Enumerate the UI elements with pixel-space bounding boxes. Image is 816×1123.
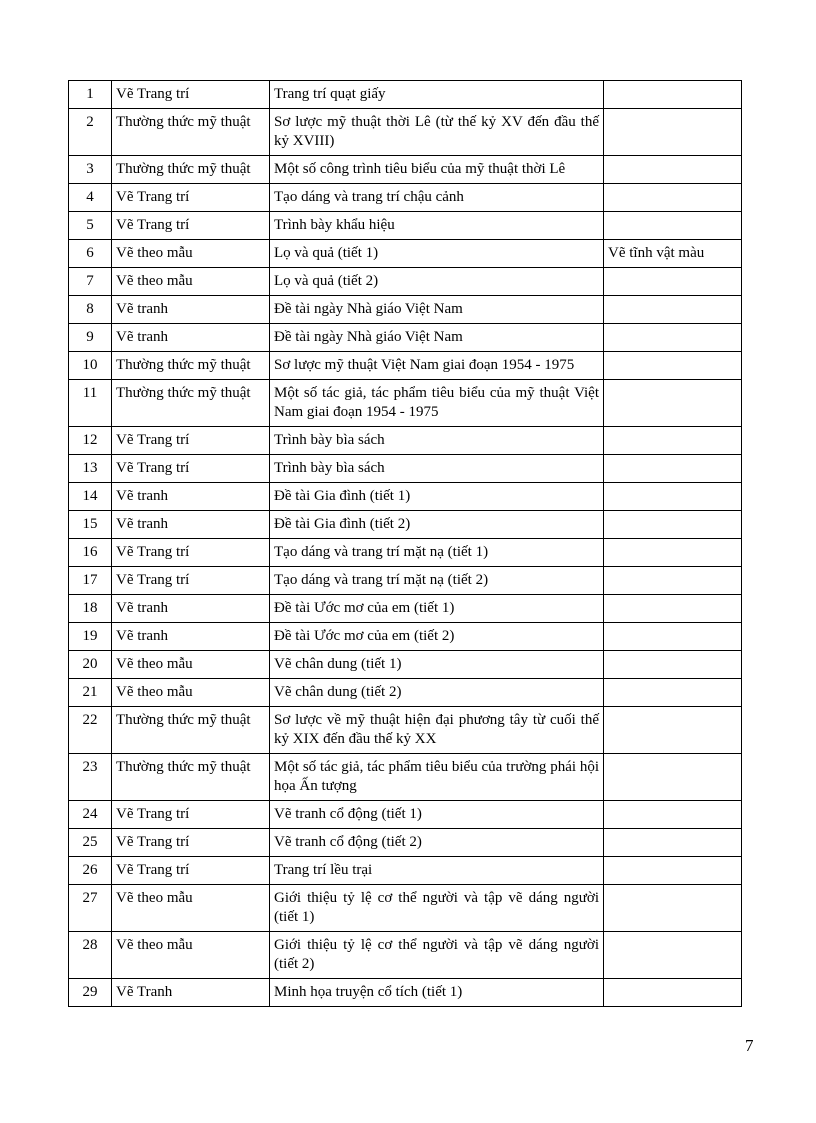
lesson-number: 19 bbox=[69, 623, 112, 651]
lesson-type: Vẽ theo mẫu bbox=[112, 679, 270, 707]
table-row bbox=[69, 651, 742, 679]
lesson-content: Lọ và quả (tiết 2) bbox=[270, 268, 604, 296]
lesson-number: 25 bbox=[69, 829, 112, 857]
lesson-note bbox=[604, 595, 742, 623]
lesson-content: Trình bày bìa sách bbox=[270, 455, 604, 483]
table-row bbox=[69, 455, 742, 483]
lesson-number: 21 bbox=[69, 679, 112, 707]
lesson-number: 5 bbox=[69, 212, 112, 240]
lesson-number: 18 bbox=[69, 595, 112, 623]
lesson-number: 15 bbox=[69, 511, 112, 539]
lesson-number: 12 bbox=[69, 427, 112, 455]
table-row bbox=[69, 885, 742, 932]
lesson-note bbox=[604, 567, 742, 595]
lesson-type: Vẽ Trang trí bbox=[112, 857, 270, 885]
table-row bbox=[69, 268, 742, 296]
lesson-note bbox=[604, 511, 742, 539]
table-row bbox=[69, 707, 742, 754]
lesson-content: Đề tài ngày Nhà giáo Việt Nam bbox=[270, 324, 604, 352]
lesson-content: Giới thiệu tỷ lệ cơ thể người và tập vẽ dáng người (tiết 2) bbox=[270, 932, 604, 979]
lesson-number: 10 bbox=[69, 352, 112, 380]
table-row bbox=[69, 212, 742, 240]
lesson-type: Thường thức mỹ thuật bbox=[112, 707, 270, 754]
lesson-type: Vẽ tranh bbox=[112, 296, 270, 324]
lesson-type: Vẽ theo mẫu bbox=[112, 240, 270, 268]
lesson-content: Minh họa truyện cổ tích (tiết 1) bbox=[270, 979, 604, 1007]
table-row bbox=[69, 829, 742, 857]
curriculum-table bbox=[68, 80, 742, 1007]
lesson-type: Vẽ tranh bbox=[112, 595, 270, 623]
lesson-note bbox=[604, 324, 742, 352]
lesson-content: Vẽ chân dung (tiết 1) bbox=[270, 651, 604, 679]
lesson-type: Thường thức mỹ thuật bbox=[112, 156, 270, 184]
lesson-note bbox=[604, 979, 742, 1007]
lesson-number: 9 bbox=[69, 324, 112, 352]
lesson-number: 24 bbox=[69, 801, 112, 829]
lesson-type: Vẽ theo mẫu bbox=[112, 268, 270, 296]
lesson-type: Vẽ Trang trí bbox=[112, 81, 270, 109]
table-row bbox=[69, 979, 742, 1007]
table-row bbox=[69, 595, 742, 623]
page-number: 7 bbox=[745, 1036, 754, 1055]
lesson-content: Đề tài Ước mơ của em (tiết 2) bbox=[270, 623, 604, 651]
lesson-content: Đề tài Gia đình (tiết 1) bbox=[270, 483, 604, 511]
lesson-number: 1 bbox=[69, 81, 112, 109]
lesson-number: 6 bbox=[69, 240, 112, 268]
lesson-number: 3 bbox=[69, 156, 112, 184]
lesson-note bbox=[604, 539, 742, 567]
lesson-type: Vẽ Tranh bbox=[112, 979, 270, 1007]
lesson-note bbox=[604, 296, 742, 324]
lesson-type: Vẽ tranh bbox=[112, 324, 270, 352]
lesson-number: 13 bbox=[69, 455, 112, 483]
lesson-note bbox=[604, 81, 742, 109]
lesson-note bbox=[604, 268, 742, 296]
lesson-content: Trình bày khẩu hiệu bbox=[270, 212, 604, 240]
lesson-type: Thường thức mỹ thuật bbox=[112, 109, 270, 156]
lesson-content: Trang trí lều trại bbox=[270, 857, 604, 885]
lesson-content: Một số công trình tiêu biểu của mỹ thuật thời Lê bbox=[270, 156, 604, 184]
lesson-type: Vẽ Trang trí bbox=[112, 567, 270, 595]
lesson-number: 14 bbox=[69, 483, 112, 511]
table-row bbox=[69, 679, 742, 707]
lesson-note bbox=[604, 184, 742, 212]
lesson-content: Đề tài Gia đình (tiết 2) bbox=[270, 511, 604, 539]
table-row bbox=[69, 511, 742, 539]
table-row bbox=[69, 81, 742, 109]
lesson-content: Đề tài ngày Nhà giáo Việt Nam bbox=[270, 296, 604, 324]
lesson-type: Vẽ tranh bbox=[112, 623, 270, 651]
table-row bbox=[69, 296, 742, 324]
lesson-note bbox=[604, 707, 742, 754]
lesson-number: 7 bbox=[69, 268, 112, 296]
lesson-number: 2 bbox=[69, 109, 112, 156]
lesson-note bbox=[604, 885, 742, 932]
lesson-content: Tạo dáng và trang trí mặt nạ (tiết 2) bbox=[270, 567, 604, 595]
lesson-content: Lọ và quả (tiết 1) bbox=[270, 240, 604, 268]
table-row bbox=[69, 109, 742, 156]
lesson-number: 29 bbox=[69, 979, 112, 1007]
lesson-note bbox=[604, 212, 742, 240]
table-row bbox=[69, 156, 742, 184]
table-row bbox=[69, 539, 742, 567]
lesson-note bbox=[604, 829, 742, 857]
lesson-note bbox=[604, 109, 742, 156]
lesson-note bbox=[604, 455, 742, 483]
table-row bbox=[69, 567, 742, 595]
lesson-note bbox=[604, 380, 742, 427]
curriculum-table-body bbox=[69, 81, 742, 1007]
table-row bbox=[69, 240, 742, 268]
lesson-note bbox=[604, 932, 742, 979]
lesson-content: Trình bày bìa sách bbox=[270, 427, 604, 455]
lesson-number: 23 bbox=[69, 754, 112, 801]
lesson-content: Sơ lược mỹ thuật Việt Nam giai đoạn 1954 - 1975 bbox=[270, 352, 604, 380]
lesson-number: 22 bbox=[69, 707, 112, 754]
table-row bbox=[69, 184, 742, 212]
lesson-note bbox=[604, 801, 742, 829]
lesson-content: Tạo dáng và trang trí mặt nạ (tiết 1) bbox=[270, 539, 604, 567]
lesson-type: Vẽ Trang trí bbox=[112, 539, 270, 567]
lesson-type: Vẽ theo mẫu bbox=[112, 885, 270, 932]
table-row bbox=[69, 380, 742, 427]
lesson-content: Vẽ tranh cổ động (tiết 2) bbox=[270, 829, 604, 857]
lesson-number: 4 bbox=[69, 184, 112, 212]
lesson-content: Sơ lược về mỹ thuật hiện đại phương tây từ cuối thế kỷ XIX đến đầu thế kỷ XX bbox=[270, 707, 604, 754]
lesson-content: Đề tài Ước mơ của em (tiết 1) bbox=[270, 595, 604, 623]
lesson-content: Trang trí quạt giấy bbox=[270, 81, 604, 109]
table-row bbox=[69, 801, 742, 829]
lesson-note bbox=[604, 483, 742, 511]
lesson-number: 8 bbox=[69, 296, 112, 324]
lesson-type: Vẽ Trang trí bbox=[112, 801, 270, 829]
lesson-content: Một số tác giả, tác phẩm tiêu biểu của trường phái hội họa Ấn tượng bbox=[270, 754, 604, 801]
lesson-type: Vẽ Trang trí bbox=[112, 829, 270, 857]
lesson-content: Vẽ tranh cổ động (tiết 1) bbox=[270, 801, 604, 829]
table-row bbox=[69, 324, 742, 352]
lesson-type: Vẽ Trang trí bbox=[112, 212, 270, 240]
lesson-content: Vẽ chân dung (tiết 2) bbox=[270, 679, 604, 707]
table-row bbox=[69, 352, 742, 380]
lesson-type: Vẽ theo mẫu bbox=[112, 932, 270, 979]
lesson-number: 16 bbox=[69, 539, 112, 567]
lesson-type: Vẽ Trang trí bbox=[112, 427, 270, 455]
lesson-note bbox=[604, 352, 742, 380]
lesson-content: Giới thiệu tỷ lệ cơ thể người và tập vẽ dáng người (tiết 1) bbox=[270, 885, 604, 932]
lesson-type: Vẽ Trang trí bbox=[112, 455, 270, 483]
lesson-number: 26 bbox=[69, 857, 112, 885]
lesson-note bbox=[604, 427, 742, 455]
table-row bbox=[69, 754, 742, 801]
lesson-type: Vẽ theo mẫu bbox=[112, 651, 270, 679]
table-row bbox=[69, 932, 742, 979]
table-row bbox=[69, 857, 742, 885]
lesson-note bbox=[604, 754, 742, 801]
lesson-content: Sơ lược mỹ thuật thời Lê (từ thế kỷ XV đến đầu thế kỷ XVIII) bbox=[270, 109, 604, 156]
lesson-number: 27 bbox=[69, 885, 112, 932]
lesson-type: Vẽ tranh bbox=[112, 483, 270, 511]
lesson-note: Vẽ tĩnh vật màu bbox=[604, 240, 742, 268]
lesson-note bbox=[604, 679, 742, 707]
lesson-number: 28 bbox=[69, 932, 112, 979]
table-row bbox=[69, 623, 742, 651]
lesson-content: Tạo dáng và trang trí chậu cảnh bbox=[270, 184, 604, 212]
lesson-number: 11 bbox=[69, 380, 112, 427]
table-row bbox=[69, 427, 742, 455]
lesson-content: Một số tác giả, tác phẩm tiêu biểu của mỹ thuật Việt Nam giai đoạn 1954 - 1975 bbox=[270, 380, 604, 427]
lesson-type: Vẽ tranh bbox=[112, 511, 270, 539]
lesson-type: Thường thức mỹ thuật bbox=[112, 754, 270, 801]
table-row bbox=[69, 483, 742, 511]
lesson-note bbox=[604, 857, 742, 885]
lesson-note bbox=[604, 651, 742, 679]
lesson-type: Thường thức mỹ thuật bbox=[112, 352, 270, 380]
lesson-number: 17 bbox=[69, 567, 112, 595]
lesson-note bbox=[604, 623, 742, 651]
lesson-number: 20 bbox=[69, 651, 112, 679]
lesson-type: Vẽ Trang trí bbox=[112, 184, 270, 212]
lesson-note bbox=[604, 156, 742, 184]
lesson-type: Thường thức mỹ thuật bbox=[112, 380, 270, 427]
